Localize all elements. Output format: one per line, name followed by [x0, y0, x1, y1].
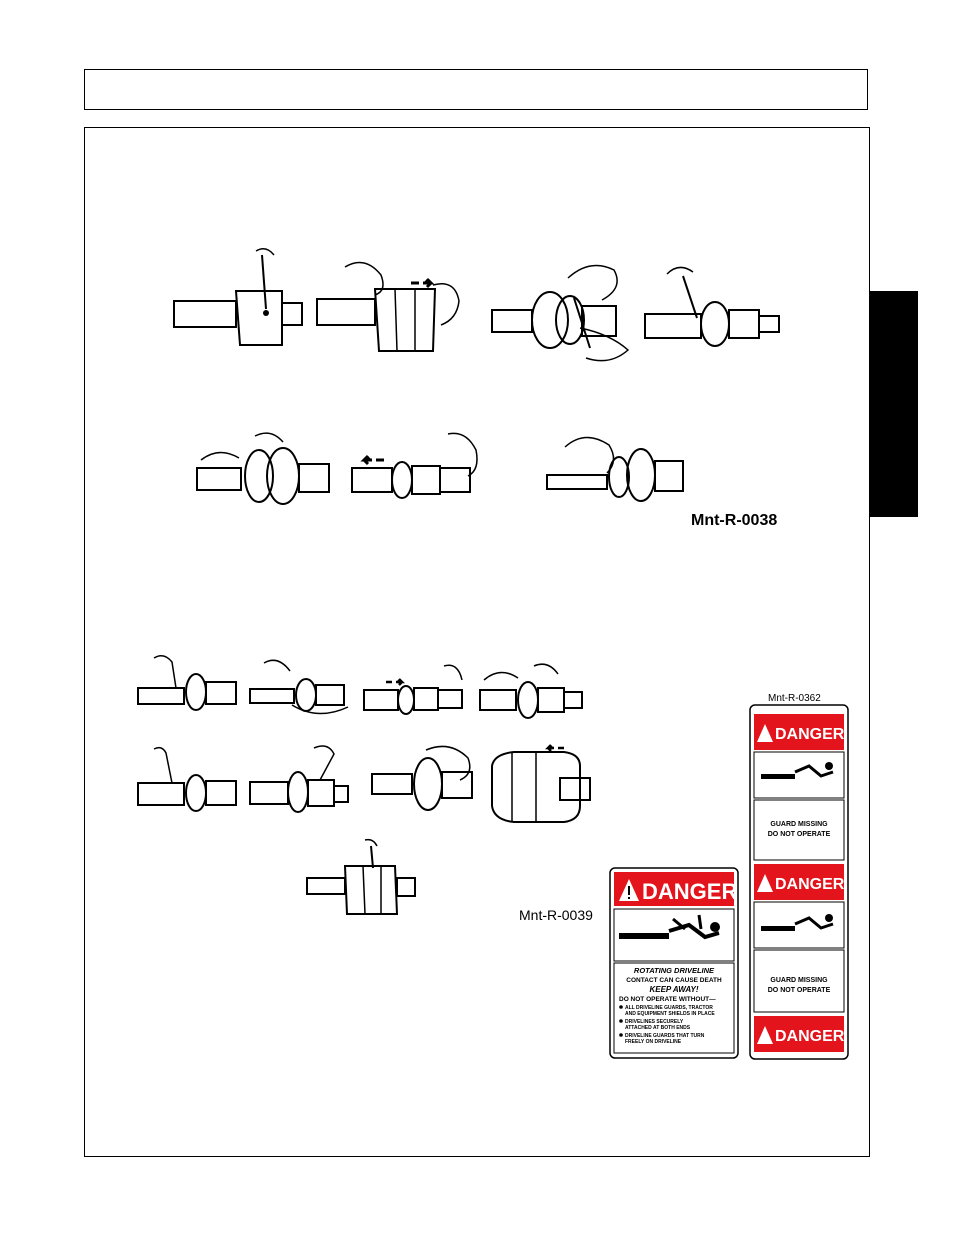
- header-frame: [84, 69, 868, 110]
- svg-text:CONTACT CAN CAUSE DEATH: CONTACT CAN CAUSE DEATH: [626, 977, 722, 984]
- illustration-reassembly-3: [370, 740, 485, 820]
- illustration-disassembly-4: [478, 660, 588, 720]
- figure-label-middle: Mnt-R-0039: [519, 907, 593, 923]
- svg-text:KEEP AWAY!: KEEP AWAY!: [649, 985, 699, 994]
- illustration-ring-install-2: [350, 430, 495, 510]
- illustration-reassembly-4: [488, 740, 598, 830]
- illustration-disassembly-1: [136, 652, 241, 717]
- svg-text:DRIVELINES SECURELY: DRIVELINES SECURELY: [625, 1019, 684, 1025]
- figure-label-top: Mnt-R-0038: [691, 512, 778, 529]
- figure-label-decal: Mnt-R-0362: [768, 693, 821, 704]
- svg-text:DRIVELINE GUARDS THAT TURN: DRIVELINE GUARDS THAT TURN: [625, 1033, 705, 1039]
- illustration-reassembly-2: [248, 742, 353, 814]
- danger-decal-rotating-driveline: [609, 867, 739, 1059]
- illustration-guard-removal-1: [170, 245, 310, 355]
- svg-text:DANGER: DANGER: [775, 1028, 845, 1045]
- illustration-guard-removal-2: [315, 255, 470, 360]
- illustration-disassembly-3: [362, 660, 472, 720]
- svg-text:ROTATING DRIVELINE: ROTATING DRIVELINE: [633, 966, 715, 975]
- illustration-ring-install-1: [195, 428, 340, 513]
- svg-text:GUARD MISSING: GUARD MISSING: [770, 821, 828, 828]
- illustration-reassembly-1: [136, 745, 241, 815]
- svg-text:ALL DRIVELINE GUARDS, TRACTOR: ALL DRIVELINE GUARDS, TRACTOR: [625, 1005, 713, 1011]
- illustration-guard-install: [305, 838, 420, 923]
- section-thumb-tab: [870, 291, 918, 517]
- illustration-bearing-ring-1: [490, 258, 635, 368]
- svg-text:DO NOT OPERATE WITHOUT—: DO NOT OPERATE WITHOUT—: [619, 996, 716, 1003]
- illustration-bearing-ring-2: [643, 262, 788, 362]
- svg-text:DO NOT OPERATE: DO NOT OPERATE: [767, 987, 831, 994]
- svg-text:AND EQUIPMENT SHIELDS IN PLACE: AND EQUIPMENT SHIELDS IN PLACE: [625, 1011, 715, 1017]
- svg-text:FREELY ON DRIVELINE: FREELY ON DRIVELINE: [625, 1039, 682, 1045]
- svg-text:DANGER: DANGER: [775, 876, 845, 893]
- illustration-disassembly-2: [248, 655, 353, 725]
- illustration-ring-install-3: [545, 425, 690, 505]
- danger-decal-guard-missing: [749, 704, 849, 1060]
- svg-text:GUARD MISSING: GUARD MISSING: [770, 977, 828, 984]
- decal-header-text: DANGER: [775, 726, 845, 743]
- svg-text:ATTACHED AT BOTH ENDS: ATTACHED AT BOTH ENDS: [625, 1025, 691, 1031]
- decal-header-text: DANGER: [642, 879, 738, 904]
- svg-text:DO NOT OPERATE: DO NOT OPERATE: [767, 831, 831, 838]
